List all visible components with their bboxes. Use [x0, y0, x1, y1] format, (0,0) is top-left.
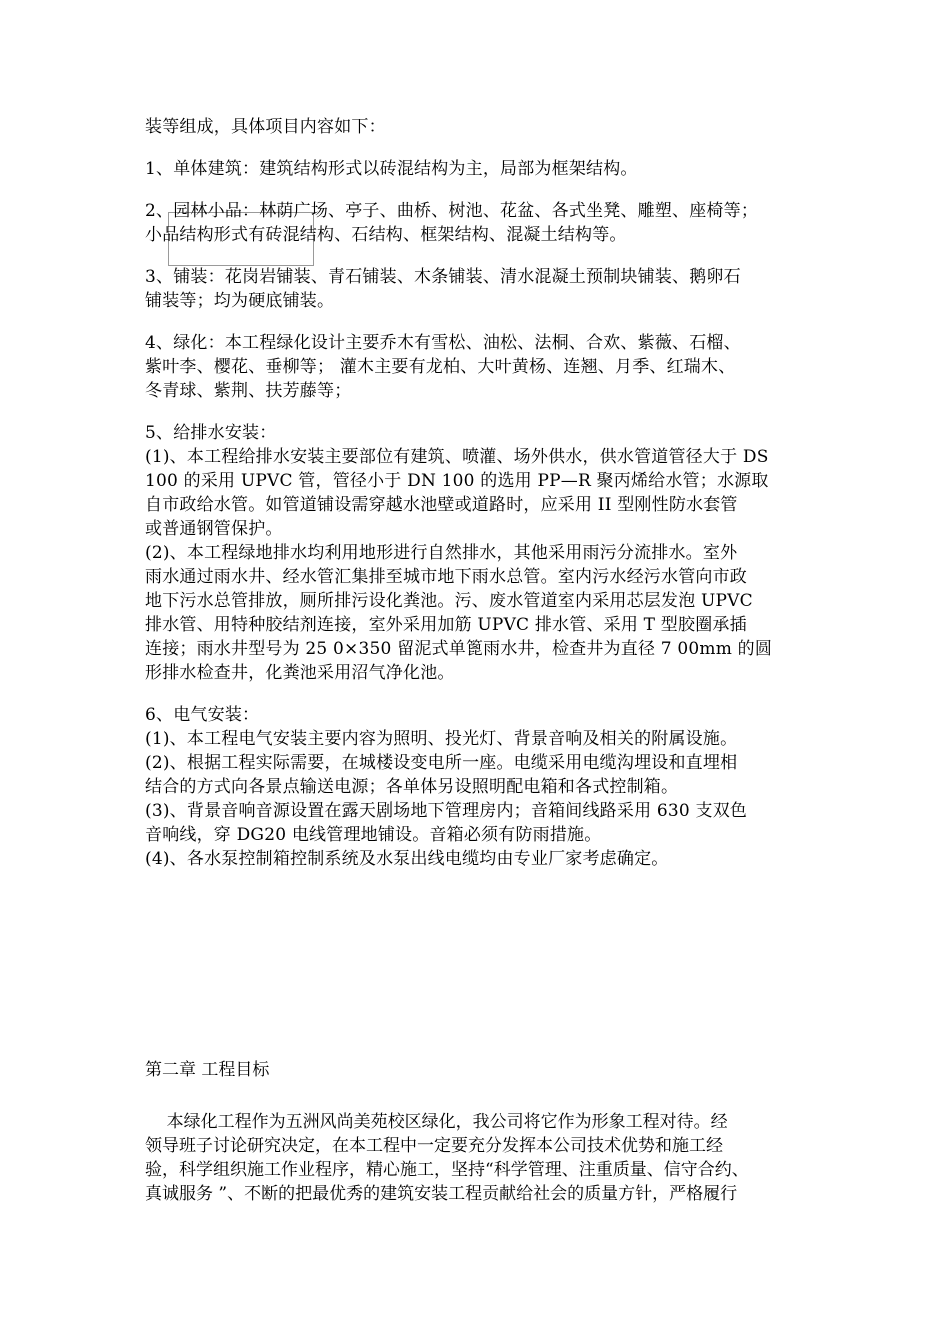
chapter-body-line-4: 真诚服务 ”、不断的把最优秀的建筑安装工程贡献给社会的质量方针，严格履行: [145, 1184, 738, 1204]
drainage-2-line-6: 形排水检查井，化粪池采用沼气净化池。: [145, 663, 455, 683]
drainage-1-line-4: 或普通钢管保护。: [145, 519, 283, 539]
drainage-2-line-3: 地下污水总管排放，厕所排污设化粪池。污、废水管道室内采用芯层发泡 UPVC: [145, 591, 753, 611]
drainage-2-line-1: (2)、本工程绿地排水均利用地形进行自然排水，其他采用雨污分流排水。室外: [145, 543, 738, 563]
electric-2-line-2: 结合的方式向各景点输送电源；各单体另设照明配电箱和各式控制箱。: [145, 777, 679, 797]
item-paving-line-1: 3、铺装：花岗岩铺装、青石铺装、木条铺装、清水混凝土预制块铺装、鹅卵石: [145, 267, 741, 287]
electric-2-line-1: (2)、根据工程实际需要，在城楼设变电所一座。电缆采用电缆沟埋设和直埋相: [145, 753, 738, 773]
chapter-body: [145, 1110, 815, 1206]
electric-3-line-2: 音响线，穿 DG20 电线管理地铺设。音箱必须有防雨措施。: [145, 825, 602, 845]
item-garden-line-2: 小品结构形式有砖混结构、石结构、框架结构、混凝土结构等。: [145, 225, 627, 245]
chapter-heading: 第二章 工程目标: [145, 1060, 270, 1080]
intro-line: 装等组成，具体项目内容如下：: [145, 117, 386, 137]
drainage-2-line-2: 雨水通过雨水井、经水管汇集排至城市地下雨水总管。室内污水经污水管向市政: [145, 567, 747, 587]
drainage-1-line-1: (1)、本工程给排水安装主要部位有建筑、喷灌、场外供水，供水管道管径大于 DS: [145, 447, 769, 467]
item-greening-line-1: 4、绿化：本工程绿化设计主要乔木有雪松、油松、法桐、合欢、紫薇、石榴、: [145, 333, 741, 353]
item-garden-line-1: 2、园林小品：林荫广场、亭子、曲桥、树池、花盆、各式坐凳、雕塑、座椅等；: [145, 201, 759, 221]
drainage-2-line-5: 连接；雨水井型号为 25 0×350 留泥式单篦雨水井，检查井为直径 7 00mm 的圆: [145, 639, 773, 659]
electric-1: (1)、本工程电气安装主要内容为照明、投光灯、背景音响及相关的附属设施。: [145, 729, 738, 749]
chapter-body-line-2: 领导班子讨论研究决定，在本工程中一定要充分发挥本公司技术优势和施工经: [145, 1136, 723, 1156]
drainage-title: 5、给排水安装：: [145, 423, 277, 443]
item-greening-line-3: 冬青球、紫荆、扶芳藤等；: [145, 381, 352, 401]
drainage-1-line-3: 自市政给水管。如管道铺设需穿越水池壁或道路时，应采用 II 型刚性防水套管: [145, 495, 738, 515]
electric-3-line-1: (3)、背景音响音源设置在露天剧场地下管理房内；音箱间线路采用 630 支双色: [145, 801, 748, 821]
electric-title: 6、电气安装：: [145, 705, 260, 725]
item-paving-line-2: 铺装等；均为硬底铺装。: [145, 291, 335, 311]
drainage-2-line-4: 排水管、用特种胶结剂连接，室外采用加筋 UPVC 排水管、采用 T 型胶圈承插: [145, 615, 747, 635]
chapter-body-line-3: 验，科学组织施工作业程序，精心施工，坚持“科学管理、注重质量、信守合约、: [145, 1160, 749, 1180]
electric-4: (4)、各水泵控制箱控制系统及水泵出线电缆均由专业厂家考虑确定。: [145, 849, 669, 869]
section-1-content: [145, 115, 815, 871]
item-building: 1、单体建筑：建筑结构形式以砖混结构为主，局部为框架结构。: [145, 159, 638, 179]
drainage-1-line-2: 100 的采用 UPVC 管，管径小于 DN 100 的选用 PP—R 聚丙烯给水管；水源取: [145, 471, 769, 491]
item-greening-line-2: 紫叶李、樱花、垂柳等； 灌木主要有龙柏、大叶黄杨、连翘、月季、红瑞木、: [145, 357, 736, 377]
chapter-body-line-1: 本绿化工程作为五洲风尚美苑校区绿化，我公司将它作为形象工程对待。经: [145, 1112, 728, 1132]
